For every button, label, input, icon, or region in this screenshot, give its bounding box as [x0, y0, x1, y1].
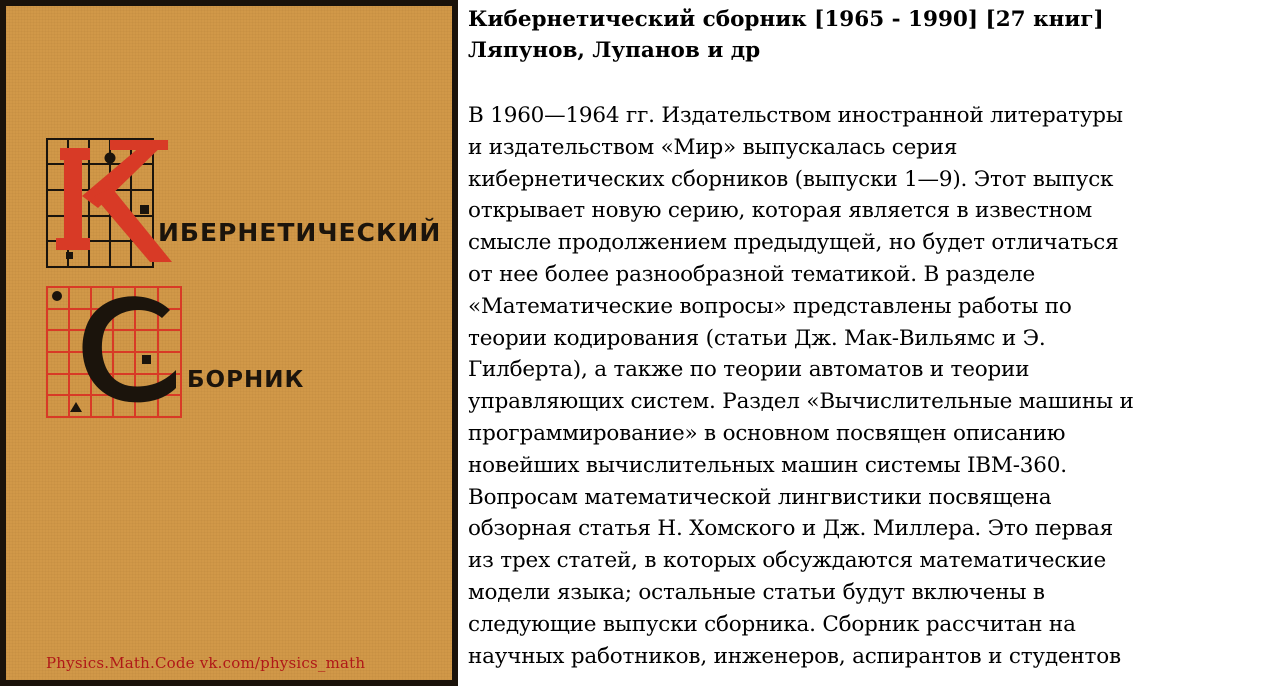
description-line: кибернетических сборников (выпуски 1—9). Этот выпуск: [468, 166, 1114, 192]
description-line: управляющих систем. Раздел «Вычислительные машины и: [468, 389, 1134, 415]
cover-title-top: ИБЕРНЕТИЧЕСКИЙ: [158, 218, 442, 247]
cover-title-word-2: [187, 367, 304, 393]
cover-artwork: [0, 0, 458, 686]
title-line-1: Кибернетический сборник [1965 - 1990] [27 книг]: [468, 7, 1104, 32]
description-line: В 1960—1964 гг. Издательством иностранной литературы: [468, 103, 1123, 128]
black-letter-s: [82, 296, 176, 402]
book-cover: [0, 0, 458, 686]
description-line: новейших вычислительных машин системы IBM-360.: [468, 452, 1067, 478]
description-line: от нее более разнообразной тематикой. В разделе: [468, 261, 1035, 287]
description-text: [468, 100, 1276, 672]
description-line: из трех статей, в которых обсуждаются математические: [468, 548, 1107, 574]
description-line: теории кодирования (статьи Дж. Мак-Вильямс и Э.: [468, 325, 1046, 351]
description-line: модели языка; остальные статьи будут включены в: [468, 579, 1045, 605]
description-line: и издательством «Мир» выпускалась серия: [468, 134, 958, 160]
watermark: Physics.Math.Code vk.com/physics_math: [46, 654, 366, 672]
description-panel: [468, 4, 1276, 672]
description-line: следующие выпуски сборника. Сборник рассчитан на: [468, 611, 1076, 637]
description-line: научных работников, инженеров, аспирантов и студентов: [468, 643, 1121, 669]
description-line: «Математические вопросы» представлены работы по: [468, 293, 1072, 319]
description-line: обзорная статья Н. Хомского и Дж. Миллера. Это первая: [468, 516, 1114, 542]
description-line: Вопросам математической лингвистики посвящена: [468, 484, 1052, 510]
description-line: смысле продолжением предыдущей, но будет отличаться: [468, 230, 1119, 256]
title-line-2: Ляпунов, Лупанов и др: [468, 38, 761, 63]
description-line: программирование» в основном посвящен описанию: [468, 420, 1066, 446]
description-line: Гилберта), а также по теории автоматов и теории: [468, 357, 1030, 383]
page-title: [468, 4, 1276, 66]
cover-title-bottom: БОРНИК: [187, 367, 305, 393]
description-line: открывает новую серию, которая является в известном: [468, 198, 1093, 224]
cover-title-word-1: [158, 218, 441, 247]
